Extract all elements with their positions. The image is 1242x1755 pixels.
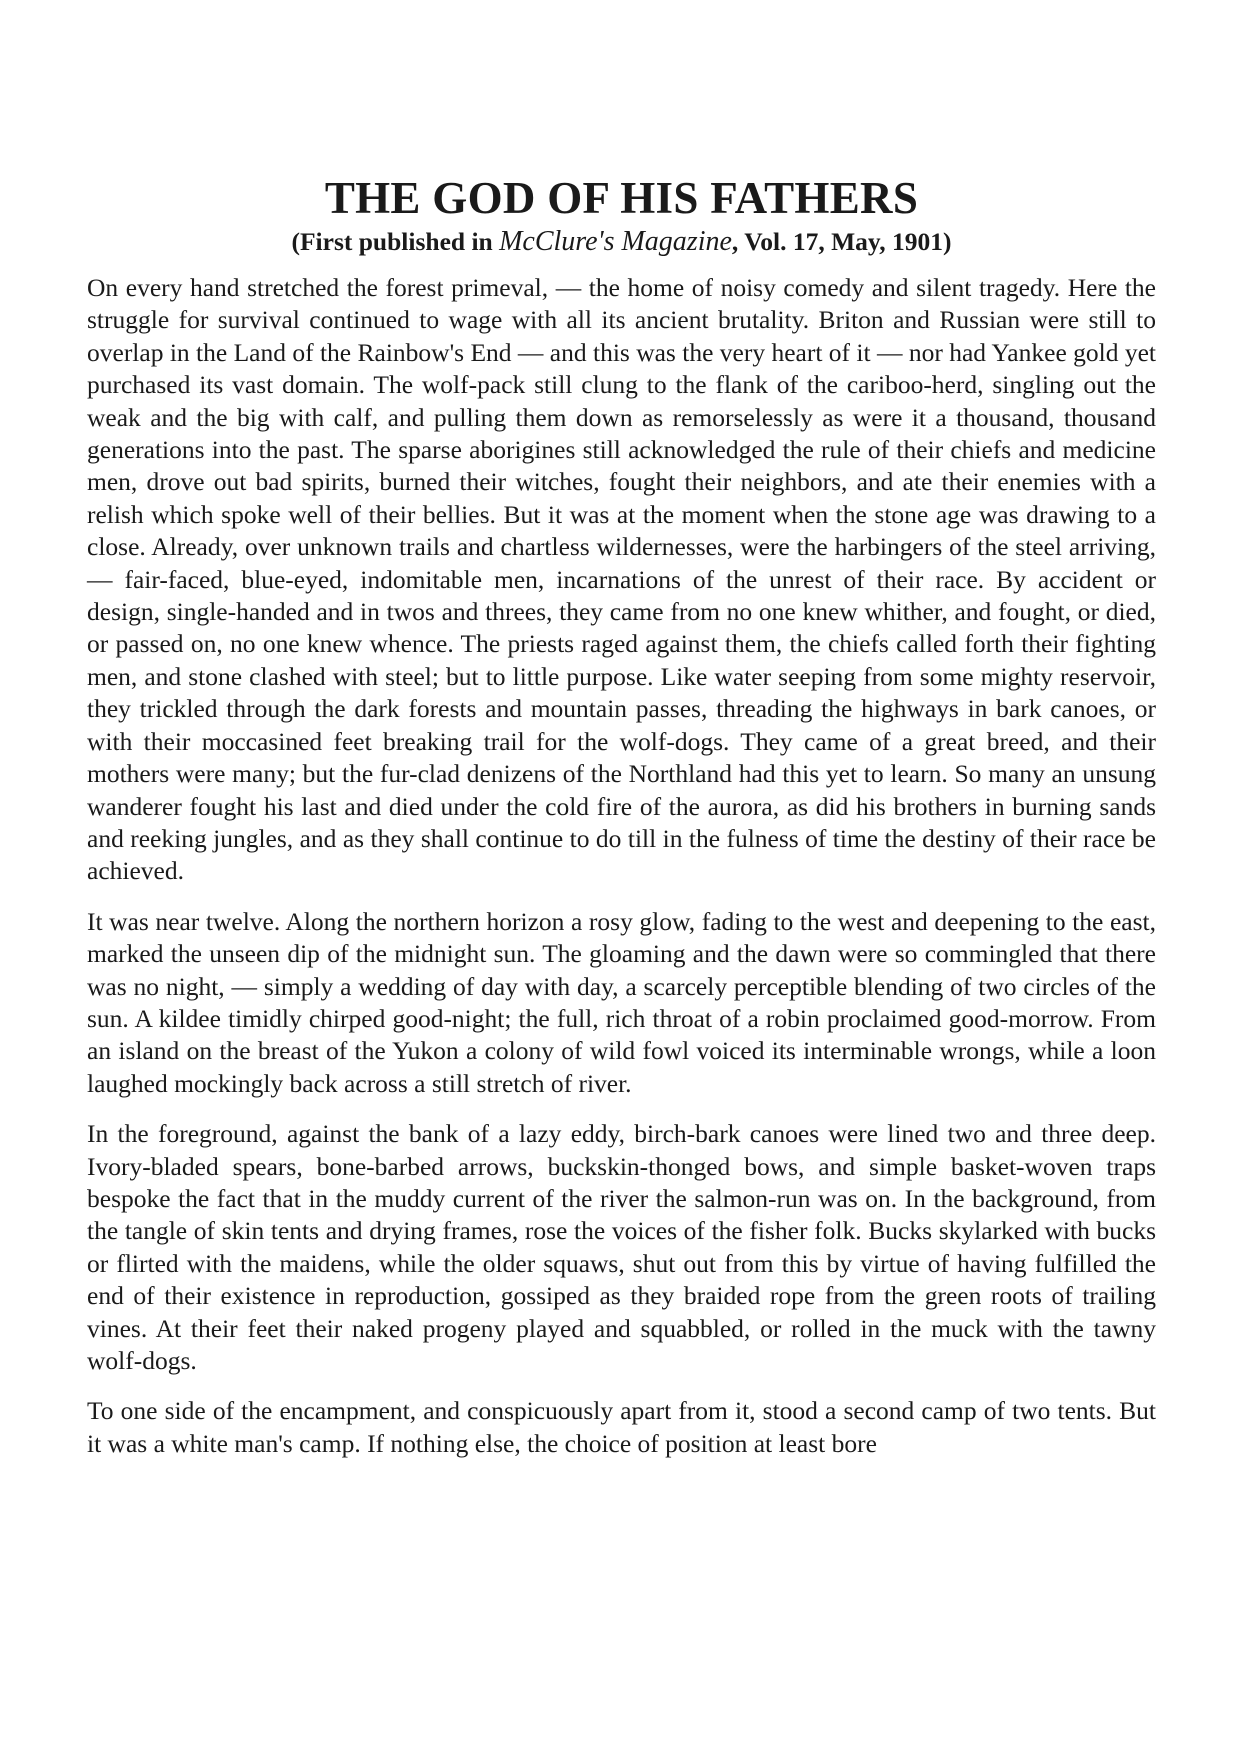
paragraph-2: It was near twelve. Along the northern horizon a rosy glow, fading to the west and deepening to the east, marked the unseen dip of the midnight sun. The gloaming and the dawn were so commingled that there was no night, — simply a wedding of day with day, a scarcely perceptible blending of two circles of the sun. A kildee timidly chirped good-night; the full, rich throat of a robin proclaimed good-morrow. From an island on the breast of the Yukon a colony of wild fowl voiced its interminable wrongs, while a loon laughed mockingly back across a still stretch of river.: [87, 906, 1156, 1098]
paragraph-4: To one side of the encampment, and conspicuously apart from it, stood a second camp of two tents. But it was a white man's camp. If nothing else, the choice of position at least bore: [87, 1396, 1156, 1458]
magazine-name: McClure's Magazine: [499, 226, 732, 257]
publication-note-prefix: (First published in: [291, 227, 500, 256]
paragraph-1: On every hand stretched the forest primeval, — the home of noisy comedy and silent tragedy. Here the struggle for survival continued to wage with all its ancient brutality. Briton and Russian were still to overlap in the Land of the Rainbow's End — and this was the very heart of it — nor had Yankee gold yet purchased its vast domain. The wolf-pack still clung to the flank of the cariboo-herd, singling out the weak and the big with calf, and pulling them down as remorselessly as were it a thousand, thousand generations into the past. The sparse aborigines still acknowledged the rule of their chiefs and medicine men, drove out bad spirits, burned their witches, fought their neighbors, and ate their enemies with a relish which spoke well of their bellies. But it was at the moment when the stone age was drawing to a close. Already, over unknown trails and chartless wildernesses, were the harbingers of the steel arriving, — fair-faced, blue-eyed, indomitable men, incarnations of the unrest of their race. By accident or design, single-handed and in twos and threes, they came from no one knew whither, and fought, or died, or passed on, no one knew whence. The priests raged against them, the chiefs called forth their fighting men, and stone clashed with steel; but to little purpose. Like water seeping from some mighty reservoir, they trickled through the dark forests and mountain passes, threading the highways in bark canoes, or with their moccasined feet breaking trail for the wolf-dogs. They came of a great breed, and their mothers were many; but the fur-clad denizens of the Northland had this yet to learn. So many an unsung wanderer fought his last and died under the cold fire of the aurora, as did his brothers in burning sands and reeking jungles, and as they shall continue to do till in the fulness of time the destiny of their race be achieved.: [87, 273, 1156, 886]
paragraph-3: In the foreground, against the bank of a lazy eddy, birch-bark canoes were lined two and three deep. Ivory-bladed spears, bone-barbed arrows, buckskin-thonged bows, and simple basket-woven traps bespoke the fact that in the muddy current of the river the salmon-run was on. In the background, from the tangle of skin tents and drying frames, rose the voices of the fisher folk. Bucks skylarked with bucks or flirted with the maidens, while the older squaws, shut out from this by virtue of having fulfilled the end of their existence in reproduction, gossiped as they braided rope from the green roots of trailing vines. At their feet their naked progeny played and squabbled, or rolled in the muck with the tawny wolf-dogs.: [87, 1119, 1156, 1375]
publication-note: [87, 226, 1156, 258]
publication-note-suffix: , Vol. 17, May, 1901): [731, 227, 952, 256]
page-title: THE GOD OF HIS FATHERS: [324, 173, 919, 223]
document-page: [87, 172, 1156, 1478]
